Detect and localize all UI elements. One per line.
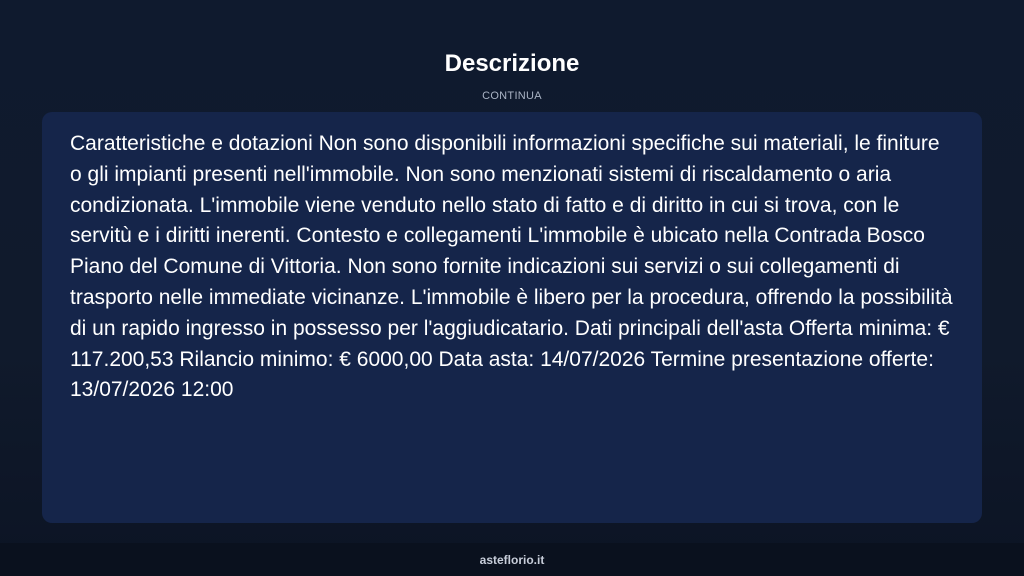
page-title: Descrizione xyxy=(444,50,580,77)
description-card xyxy=(42,112,982,523)
footer-bar xyxy=(0,543,1024,576)
continued-label: CONTINUA xyxy=(482,90,542,102)
description-text: Caratteristiche e dotazioni Non sono disponibili informazioni specifiche sui materiali, le finiture o gli impianti presenti nell'immobile. Non sono menzionati sistemi di riscaldamento o aria condizionata. L'immobile viene venduto nello stato di fatto e di diritto in cui si trova, con le servitù e i diritti inerenti. Contesto e collegamenti L'immobile è ubicato nella Contrada Bosco Piano del Comune di Vittoria. Non sono fornite indicazioni sui servizi o sui collegamenti di trasporto nelle immediate vicinanze. L'immobile è libero per la procedura, offrendo la possibilità di un rapido ingresso in possesso per l'aggiudicatario. Dati principali dell'asta Offerta minima: € 117.200,53 Rilancio minimo: € 6000,00 Data asta: 14/07/2026 Termine presentazione offerte: 13/07/2026 12:00 xyxy=(70,132,953,402)
site-name: asteflorio.it xyxy=(479,553,545,567)
